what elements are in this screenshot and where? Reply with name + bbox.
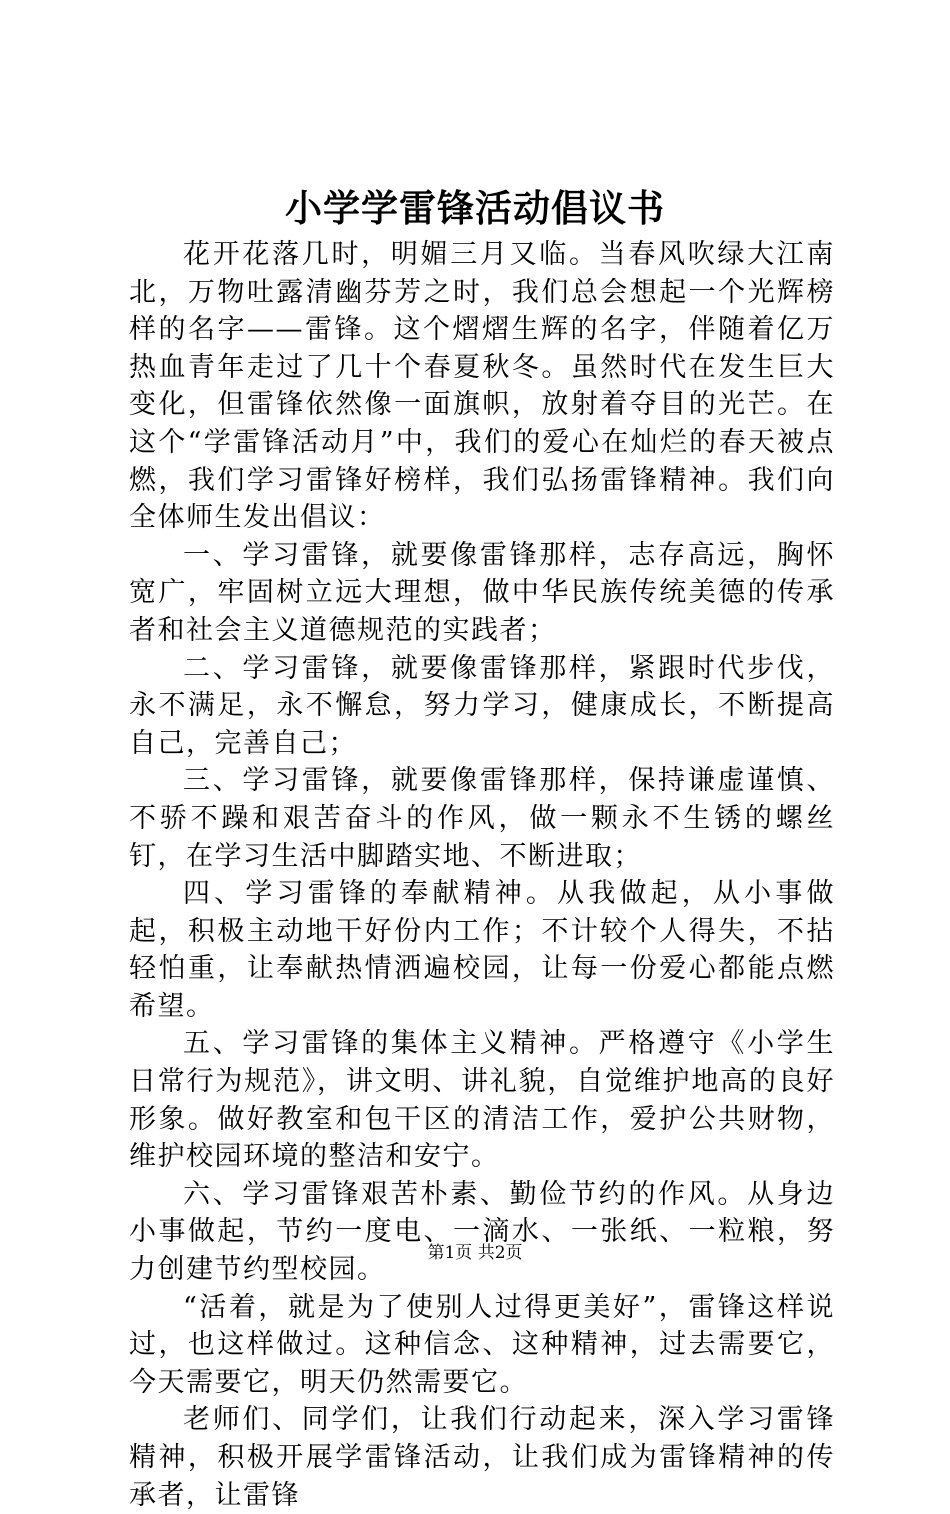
- paragraph-intro: 花开花落几时，明媚三月又临。当春风吹绿大江南北，万物吐露清幽芬芳之时，我们总会想起一个光辉榜样的名字——雷锋。这个熠熠生辉的名字，伴随着亿万热血青年走过了几十个春夏秋冬。虽然时代在发生巨大变化，但雷锋依然像一面旗帜，放射着夺目的光芒。在这个“学雷锋活动月”中，我们的爱心在灿烂的春天被点燃，我们学习雷锋好榜样，我们弘扬雷锋精神。我们向全体师生发出倡议：: [129, 239, 835, 534]
- paragraph-proposal-3: 三、学习雷锋，就要像雷锋那样，保持谦虚谨慎、不骄不躁和艰苦奋斗的作风，做一颗永不生锈的螺丝钉，在学习生活中脚踏实地、不断进取；: [129, 765, 835, 872]
- paragraph-proposal-2: 二、学习雷锋，就要像雷锋那样，紧跟时代步伐，永不满足，永不懈怠，努力学习，健康成长，不断提高自己，完善自己；: [129, 652, 835, 759]
- paragraph-proposal-4: 四、学习雷锋的奉献精神。从我做起，从小事做起，积极主动地干好份内工作；不计较个人得失，不拈轻怕重，让奉献热情洒遍校园，让每一份爱心都能点燃希望。: [129, 878, 835, 1022]
- paragraph-proposal-6: 六、学习雷锋艰苦朴素、勤俭节约的作风。从身边小事做起，节约一度电、一滴水、一张纸、一粒粮，努力创建节约型校园。: [129, 1178, 835, 1286]
- document-body: [129, 236, 835, 1514]
- paragraph-quote: “活着，就是为了使别人过得更美好”，雷锋这样说过，也这样做过。这种信念、这种精神，过去需要它，今天需要它，明天仍然需要它。: [129, 1291, 835, 1398]
- page-footer: 第1页 共2页: [427, 1243, 523, 1263]
- document-title: 小学学雷锋活动倡议书: [285, 186, 665, 230]
- paragraph-closing: 老师们、同学们，让我们行动起来，深入学习雷锋精神，积极开展学雷锋活动，让我们成为雷锋精神的传承者，让雷锋: [129, 1404, 835, 1511]
- paragraph-proposal-1: 一、学习雷锋，就要像雷锋那样，志存高远，胸怀宽广，牢固树立远大理想，做中华民族传统美德的传承者和社会主义道德规范的实践者；: [129, 539, 835, 646]
- paragraph-proposal-5: 五、学习雷锋的集体主义精神。严格遵守《小学生日常行为规范》，讲文明、讲礼貌，自觉维护地高的良好形象。做好教室和包干区的清洁工作，爱护公共财物，维护校园环境的整洁和安宁。: [129, 1028, 835, 1173]
